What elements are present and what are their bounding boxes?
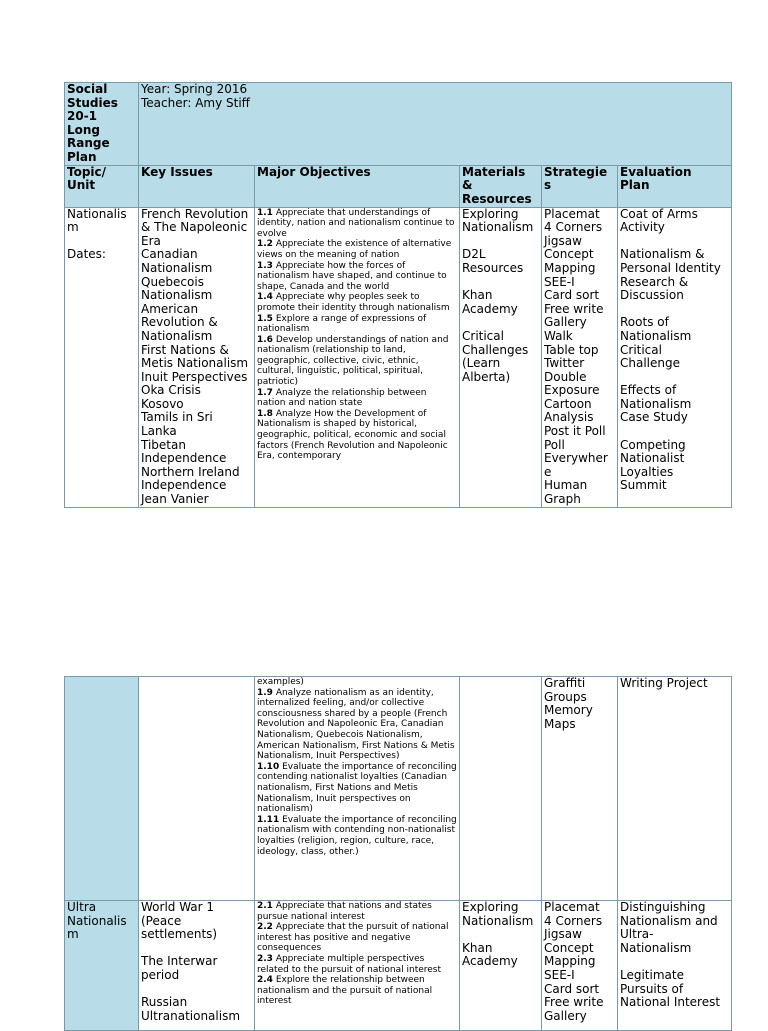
- objective-item: 2.2 Appreciate that the pursuit of national interest has positive and negative consequences: [257, 922, 449, 954]
- objective-item: 1.4 Appreciate why peoples seek to promote their identity through nationalism: [257, 292, 450, 313]
- ultra-nationalism-unit-row: [65, 901, 732, 1031]
- strategies-cell: Graffiti Groups Memory Maps: [542, 677, 618, 901]
- year-teacher-info: Year: Spring 2016 Teacher: Amy Stiff: [139, 83, 732, 166]
- topic-unit-cell: [65, 677, 139, 901]
- materials-resources-cell: Exploring Nationalism D2L Resources Khan Academy Critical Challenges (Learn Alberta): [460, 207, 542, 507]
- major-objectives-cell: [255, 901, 460, 1031]
- long-range-plan-table: [64, 82, 732, 508]
- objective-item: 1.10 Evaluate the importance of reconciling contending nationalist loyalties (Canadian nationalism, First Nations and Metis Nationalism, Inuit perspectives on nationalism): [257, 761, 457, 815]
- topic-unit-cell: Nationalis m Dates:: [65, 207, 139, 507]
- major-objectives-cell: [255, 207, 460, 507]
- header-topic-unit: Topic/ Unit: [65, 165, 139, 207]
- course-title: Social Studies 20-1 Long Range Plan: [65, 83, 139, 166]
- key-issues-cell: World War 1 (Peace settlements) The Interwar period Russian Ultranationalism: [139, 901, 255, 1031]
- objective-item: 1.7 Analyze the relationship between nation and nation state: [257, 387, 427, 409]
- key-issues-cell: French Revolution & The Napoleonic Era Canadian Nationalism Quebecois Nationalism American Revolution & Nationalism First Nations & Metis Nationalism Inuit Perspectives Oka Crisis Kosovo Tamils in Sri Lanka Tibetan Independence Northern Ireland Independence Jean Vanier: [139, 207, 255, 507]
- objective-item: 1.1 Appreciate that understandings of identity, nation and nationalism continue to evolve: [257, 207, 455, 239]
- major-objectives-cell: [255, 677, 460, 901]
- objective-item: 1.9 Analyze nationalism as an identity, internalized feeling, and/or collective consciousness shared by a people (French Revolution and Napoleonic Era, Canadian Nationalism, Quebecois Nationalism, American Nationalism, First Nations & Metis Nationalism, Inuit Perspectives): [257, 687, 455, 762]
- strategies-cell: Placemat 4 Corners Jigsaw Concept Mapping SEE-I Card sort Free write Gallery: [542, 901, 618, 1031]
- header-evaluation-plan: Evaluation Plan: [618, 165, 732, 207]
- objective-item: 2.3 Appreciate multiple perspectives related to the pursuit of national interest: [257, 953, 442, 975]
- nationalism-unit-row: [65, 207, 732, 507]
- objective-item: 1.3 Appreciate how the forces of nationalism have shaped, and continue to shape, Canada and the world: [257, 260, 447, 292]
- long-range-plan-table-continued: [64, 676, 732, 1031]
- title-row: [65, 83, 732, 166]
- header-key-issues: Key Issues: [139, 165, 255, 207]
- objective-item: 2.1 Appreciate that nations and states pursue national interest: [257, 901, 432, 922]
- header-major-objectives: Major Objectives: [255, 165, 460, 207]
- objective-item: 1.2 Appreciate the existence of alternative views on the meaning of nation: [257, 239, 452, 260]
- evaluation-plan-cell: Writing Project: [618, 677, 732, 901]
- topic-unit-cell: Ultra Nationalis m: [65, 901, 139, 1031]
- materials-resources-cell: [460, 677, 542, 901]
- objective-lead-text: examples): [257, 677, 304, 687]
- objective-item: 1.11 Evaluate the importance of reconciling nationalism with contending non-nationalist loyalties (religion, region, culture, race, ideology, class, other.): [257, 814, 457, 857]
- materials-resources-cell: Exploring Nationalism Khan Academy: [460, 901, 542, 1031]
- objective-item: 1.6 Develop understandings of nation and nationalism (relationship to land, geographic, collective, civic, ethnic, cultural, linguistic, political, spiritual, patriotic): [257, 334, 449, 388]
- header-materials-resources: Materials & Resources: [460, 165, 542, 207]
- evaluation-plan-cell: Distinguishing Nationalism and Ultra- Nationalism Legitimate Pursuits of National Interest: [618, 901, 732, 1031]
- key-issues-cell: [139, 677, 255, 901]
- objective-item: 2.4 Explore the relationship between nationalism and the pursuit of national interest: [257, 975, 433, 1007]
- objective-item: 1.8 Analyze How the Development of Nationalism is shaped by historical, geographic, political, economic and social factors (French Revolution and Napoleonic Era, contemporary: [257, 408, 448, 462]
- evaluation-plan-cell: Coat of Arms Activity Nationalism & Personal Identity Research & Discussion Roots of Nationalism Critical Challenge Effects of Nationalism Case Study Competing Nationalist Loyalties Summit: [618, 207, 732, 507]
- nationalism-continued-row: [65, 677, 732, 901]
- column-header-row: [65, 165, 732, 207]
- header-strategies: Strategie s: [542, 165, 618, 207]
- objective-item: 1.5 Explore a range of expressions of nationalism: [257, 313, 427, 335]
- strategies-cell: Placemat 4 Corners Jigsaw Concept Mapping SEE-I Card sort Free write Gallery Walk Table top Twitter Double Exposure Cartoon Analysis Post it Poll Poll Everywher e Human Graph: [542, 207, 618, 507]
